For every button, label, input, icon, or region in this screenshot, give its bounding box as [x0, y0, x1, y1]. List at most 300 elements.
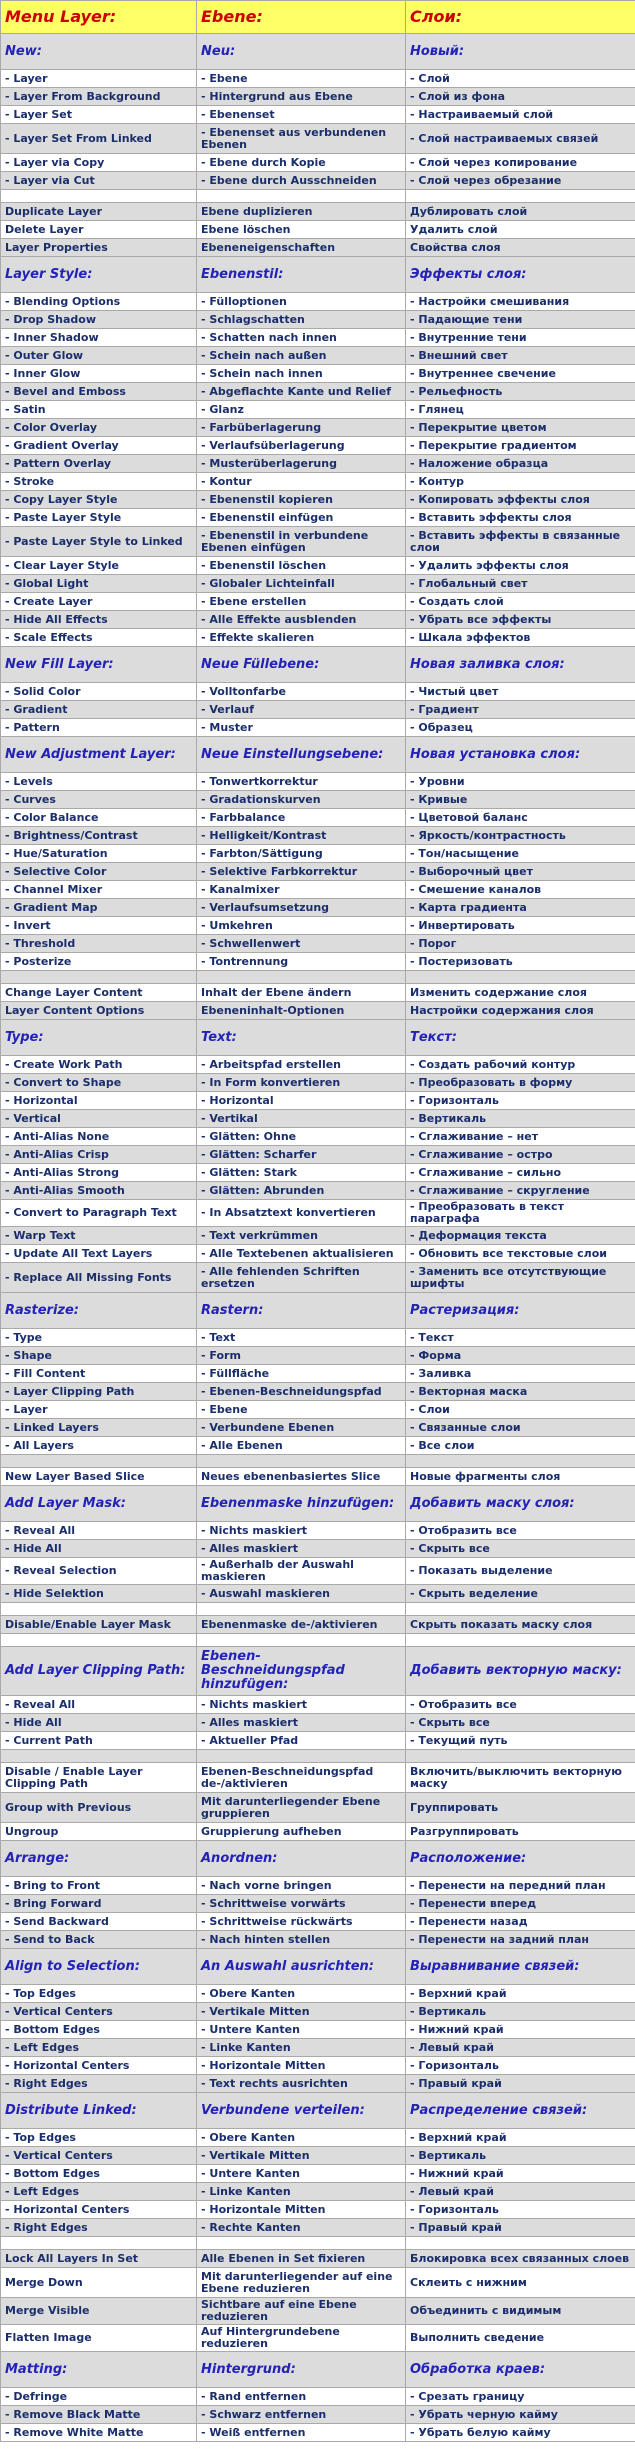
cell-english: - Inner Shadow — [1, 329, 197, 347]
cell-english: - All Layers — [1, 1437, 197, 1455]
cell-russian: - Левый край — [406, 2039, 635, 2057]
spacer-row — [1, 1634, 635, 1647]
cell-russian: - Вставить эффекты в связанные слои — [406, 527, 635, 557]
cell-russian: Новые фрагменты слоя — [406, 1468, 635, 1486]
table-row — [1, 2219, 635, 2237]
cell-german: - Glanz — [197, 401, 406, 419]
cell-english: Change Layer Content — [1, 984, 197, 1002]
cell-german: - Ebene — [197, 1401, 406, 1419]
cell-russian: - Преобразовать в форму — [406, 1074, 635, 1092]
cell-russian: - Образец — [406, 719, 635, 737]
cell-russian: - Скрыть веделение — [406, 1585, 635, 1603]
cell-english: - Right Edges — [1, 2075, 197, 2093]
cell-english: - Convert to Paragraph Text — [1, 1200, 197, 1227]
section-title-english: New: — [1, 34, 197, 70]
cell-german: - Fülloptionen — [197, 293, 406, 311]
table-row — [1, 1714, 635, 1732]
cell-german: - Abgeflachte Kante und Relief — [197, 383, 406, 401]
table-row — [1, 881, 635, 899]
table-row — [1, 1002, 635, 1020]
table-row — [1, 1128, 635, 1146]
cell-english: - Left Edges — [1, 2183, 197, 2201]
cell-english: - Color Overlay — [1, 419, 197, 437]
table-row — [1, 611, 635, 629]
cell-german: - Helligkeit/Kontrast — [197, 827, 406, 845]
cell-english: - Satin — [1, 401, 197, 419]
spacer-row — [1, 1750, 635, 1763]
section-title-english: Distribute Linked: — [1, 2093, 197, 2129]
table-row — [1, 437, 635, 455]
cell-russian: - Цветовой баланс — [406, 809, 635, 827]
table-row — [1, 629, 635, 647]
cell-german: - Verlauf — [197, 701, 406, 719]
cell-english: Disable/Enable Layer Mask — [1, 1616, 197, 1634]
cell-german: Mit darunterliegender auf eine Ebene reduzieren — [197, 2268, 406, 2298]
section-title-russian: Новый: — [406, 34, 635, 70]
table-row — [1, 2039, 635, 2057]
cell-english: - Shape — [1, 1347, 197, 1365]
table-row — [1, 2201, 635, 2219]
cell-russian: - Градиент — [406, 701, 635, 719]
cell-russian: - Горизонталь — [406, 1092, 635, 1110]
cell-russian — [406, 971, 635, 984]
cell-english: - Update All Text Layers — [1, 1245, 197, 1263]
cell-russian — [406, 2237, 635, 2250]
cell-german: - Horizontale Mitten — [197, 2201, 406, 2219]
cell-english: - Replace All Missing Fonts — [1, 1263, 197, 1293]
table-row — [1, 863, 635, 881]
table-row — [1, 1931, 635, 1949]
section-title-english: Arrange: — [1, 1841, 197, 1877]
cell-english: - Layer Clipping Path — [1, 1383, 197, 1401]
cell-english: - Solid Color — [1, 683, 197, 701]
cell-english: - Layer Set From Linked — [1, 124, 197, 154]
cell-russian: - Перенести вперед — [406, 1895, 635, 1913]
cell-russian: - Создать слой — [406, 593, 635, 611]
cell-german: - Muster — [197, 719, 406, 737]
section-title-russian: Добавить векторную маску: — [406, 1647, 635, 1696]
section-header-row — [1, 1647, 635, 1696]
table-row — [1, 2298, 635, 2325]
table-row — [1, 773, 635, 791]
table-row — [1, 2147, 635, 2165]
cell-russian: Дублировать слой — [406, 203, 635, 221]
table-row — [1, 719, 635, 737]
table-row — [1, 1522, 635, 1540]
cell-russian: - Отобразить все — [406, 1696, 635, 1714]
section-title-russian: Растеризация: — [406, 1293, 635, 1329]
header-english: Menu Layer: — [1, 1, 197, 34]
cell-german: - Schatten nach innen — [197, 329, 406, 347]
cell-english — [1, 971, 197, 984]
cell-russian: - Деформация текста — [406, 1227, 635, 1245]
cell-russian: - Связанные слои — [406, 1419, 635, 1437]
cell-english: - Inner Glow — [1, 365, 197, 383]
cell-english: - Create Layer — [1, 593, 197, 611]
spacer-row — [1, 2237, 635, 2250]
cell-german: - Alles maskiert — [197, 1540, 406, 1558]
cell-german: - Obere Kanten — [197, 1985, 406, 2003]
cell-english: - Remove Black Matte — [1, 2406, 197, 2424]
cell-english: - Send to Back — [1, 1931, 197, 1949]
cell-german: - Ebene erstellen — [197, 593, 406, 611]
cell-german: - Untere Kanten — [197, 2165, 406, 2183]
table-row — [1, 2165, 635, 2183]
cell-german: - Rechte Kanten — [197, 2219, 406, 2237]
table-row — [1, 917, 635, 935]
cell-russian: - Векторная маска — [406, 1383, 635, 1401]
cell-russian: - Горизонталь — [406, 2201, 635, 2219]
section-header-row — [1, 1486, 635, 1522]
cell-german — [197, 1634, 406, 1647]
cell-german — [197, 1750, 406, 1763]
cell-english: - Paste Layer Style to Linked — [1, 527, 197, 557]
section-title-english: Add Layer Clipping Path: — [1, 1647, 197, 1696]
cell-english: Lock All Layers In Set — [1, 2250, 197, 2268]
cell-russian: - Верхний край — [406, 2129, 635, 2147]
table-row — [1, 203, 635, 221]
cell-german: - Kontur — [197, 473, 406, 491]
cell-german: - Tontrennung — [197, 953, 406, 971]
cell-russian: - Слой — [406, 70, 635, 88]
table-row — [1, 365, 635, 383]
table-row — [1, 2183, 635, 2201]
cell-russian: - Смешение каналов — [406, 881, 635, 899]
cell-russian: - Перенести назад — [406, 1913, 635, 1931]
cell-english: Merge Down — [1, 2268, 197, 2298]
cell-english: - Hide All Effects — [1, 611, 197, 629]
cell-english: - Color Balance — [1, 809, 197, 827]
cell-english: Delete Layer — [1, 221, 197, 239]
cell-german: - Vertikale Mitten — [197, 2147, 406, 2165]
cell-german: - Linke Kanten — [197, 2039, 406, 2057]
table-row — [1, 1383, 635, 1401]
section-title-russian: Распределение связей: — [406, 2093, 635, 2129]
cell-german: Mit darunterliegender Ebene gruppieren — [197, 1793, 406, 1823]
cell-german: - Ebenenstil kopieren — [197, 491, 406, 509]
cell-russian: - Создать рабочий контур — [406, 1056, 635, 1074]
table-row — [1, 791, 635, 809]
cell-russian: - Инвертировать — [406, 917, 635, 935]
cell-russian: - Текущий путь — [406, 1732, 635, 1750]
cell-russian — [406, 1750, 635, 1763]
section-title-russian: Новая установка слоя: — [406, 737, 635, 773]
table-row — [1, 1146, 635, 1164]
section-title-russian: Добавить маску слоя: — [406, 1486, 635, 1522]
cell-german: - Untere Kanten — [197, 2021, 406, 2039]
cell-russian: - Слой через обрезание — [406, 172, 635, 190]
cell-english: - Selective Color — [1, 863, 197, 881]
cell-german: - Ebenenstil in verbundene Ebenen einfügen — [197, 527, 406, 557]
cell-english: - Bring Forward — [1, 1895, 197, 1913]
table-row — [1, 2129, 635, 2147]
cell-english: - Remove White Matte — [1, 2424, 197, 2442]
cell-russian: - Глянец — [406, 401, 635, 419]
cell-german: - Füllfläche — [197, 1365, 406, 1383]
cell-german: - Aktueller Pfad — [197, 1732, 406, 1750]
cell-german: - Verlaufsumsetzung — [197, 899, 406, 917]
cell-english: - Vertical Centers — [1, 2147, 197, 2165]
cell-russian: - Сглаживание – нет — [406, 1128, 635, 1146]
cell-german — [197, 190, 406, 203]
cell-english: - Paste Layer Style — [1, 509, 197, 527]
cell-german: - Schwarz entfernen — [197, 2406, 406, 2424]
table-row — [1, 124, 635, 154]
cell-german: - Volltonfarbe — [197, 683, 406, 701]
cell-russian: - Карта градиента — [406, 899, 635, 917]
cell-english: - Left Edges — [1, 2039, 197, 2057]
cell-russian: Скрыть показать маску слоя — [406, 1616, 635, 1634]
cell-german: - Ebenenstil löschen — [197, 557, 406, 575]
table-row — [1, 293, 635, 311]
cell-german: - Obere Kanten — [197, 2129, 406, 2147]
cell-russian: - Наложение образца — [406, 455, 635, 473]
cell-russian: - Преобразовать в текст параграфа — [406, 1200, 635, 1227]
table-row — [1, 70, 635, 88]
cell-german: - Horizontale Mitten — [197, 2057, 406, 2075]
cell-english: - Create Work Path — [1, 1056, 197, 1074]
section-header-row — [1, 257, 635, 293]
cell-german: - Ebene durch Ausschneiden — [197, 172, 406, 190]
cell-german: - Auswahl maskieren — [197, 1585, 406, 1603]
table-row — [1, 1985, 635, 2003]
cell-russian: - Срезать границу — [406, 2388, 635, 2406]
cell-english — [1, 190, 197, 203]
cell-russian: - Слой через копирование — [406, 154, 635, 172]
cell-english: - Channel Mixer — [1, 881, 197, 899]
table-row — [1, 401, 635, 419]
cell-russian: - Нижний край — [406, 2165, 635, 2183]
section-header-row — [1, 1020, 635, 1056]
cell-russian: Выполнить сведение — [406, 2325, 635, 2352]
spacer-row — [1, 1603, 635, 1616]
table-row — [1, 509, 635, 527]
table-row — [1, 2250, 635, 2268]
cell-english: - Horizontal Centers — [1, 2057, 197, 2075]
cell-russian: - Вертикаль — [406, 1110, 635, 1128]
cell-english: - Copy Layer Style — [1, 491, 197, 509]
cell-russian: - Сглаживание – сильно — [406, 1164, 635, 1182]
cell-german: - Nichts maskiert — [197, 1522, 406, 1540]
cell-english: - Anti-Alias Crisp — [1, 1146, 197, 1164]
cell-russian: - Правый край — [406, 2075, 635, 2093]
cell-german: - Farbton/Sättigung — [197, 845, 406, 863]
table-row — [1, 1895, 635, 1913]
table-row — [1, 1558, 635, 1585]
cell-russian: - Постеризовать — [406, 953, 635, 971]
cell-german: - Text verkrümmen — [197, 1227, 406, 1245]
cell-russian — [406, 1603, 635, 1616]
cell-german: - Ebenen-Beschneidungspfad — [197, 1383, 406, 1401]
table-row — [1, 106, 635, 124]
section-title-german: Neue Füllebene: — [197, 647, 406, 683]
cell-english: - Vertical — [1, 1110, 197, 1128]
section-title-german: Rastern: — [197, 1293, 406, 1329]
cell-english: - Hide All — [1, 1714, 197, 1732]
cell-russian: - Чистый цвет — [406, 683, 635, 701]
cell-german: - Umkehren — [197, 917, 406, 935]
section-header-row — [1, 2093, 635, 2129]
cell-german: - Effekte skalieren — [197, 629, 406, 647]
table-row — [1, 1329, 635, 1347]
table-row — [1, 683, 635, 701]
section-header-row — [1, 2352, 635, 2388]
section-header-row — [1, 1949, 635, 1985]
table-row — [1, 172, 635, 190]
table-row — [1, 1823, 635, 1841]
cell-russian: Разгруппировать — [406, 1823, 635, 1841]
table-row — [1, 575, 635, 593]
cell-russian: - Перенести на задний план — [406, 1931, 635, 1949]
table-row — [1, 1468, 635, 1486]
table-row — [1, 1110, 635, 1128]
table-row — [1, 2325, 635, 2352]
section-header-row — [1, 647, 635, 683]
table-row — [1, 329, 635, 347]
cell-english: Merge Visible — [1, 2298, 197, 2325]
cell-german: - Ebenenset — [197, 106, 406, 124]
table-row — [1, 953, 635, 971]
cell-russian: Объединить с видимым — [406, 2298, 635, 2325]
cell-german: - Form — [197, 1347, 406, 1365]
cell-russian: Включить/выключить векторную маску — [406, 1763, 635, 1793]
cell-german: - Verlaufsüberlagerung — [197, 437, 406, 455]
table-row — [1, 1365, 635, 1383]
cell-english: - Hide Selektion — [1, 1585, 197, 1603]
cell-german: - Ebenenset aus verbundenen Ebenen — [197, 124, 406, 154]
table-row — [1, 557, 635, 575]
cell-russian: - Тон/насыщение — [406, 845, 635, 863]
section-title-russian: Текст: — [406, 1020, 635, 1056]
cell-english: - Bevel and Emboss — [1, 383, 197, 401]
table-row — [1, 809, 635, 827]
spacer-row — [1, 971, 635, 984]
table-header-row — [1, 1, 635, 34]
cell-english: - Anti-Alias Strong — [1, 1164, 197, 1182]
table-row — [1, 1056, 635, 1074]
table-row — [1, 1164, 635, 1182]
cell-german: - Ebene durch Kopie — [197, 154, 406, 172]
table-row — [1, 419, 635, 437]
cell-english: - Blending Options — [1, 293, 197, 311]
cell-german: - Alles maskiert — [197, 1714, 406, 1732]
table-row — [1, 1540, 635, 1558]
table-row — [1, 383, 635, 401]
section-title-german: Text: — [197, 1020, 406, 1056]
cell-german: - Vertikal — [197, 1110, 406, 1128]
cell-english: - Bottom Edges — [1, 2021, 197, 2039]
cell-english: - Horizontal Centers — [1, 2201, 197, 2219]
cell-russian — [406, 1455, 635, 1468]
table-row — [1, 1437, 635, 1455]
cell-russian: - Глобальный свет — [406, 575, 635, 593]
cell-german: Ebene löschen — [197, 221, 406, 239]
cell-russian: - Внутренние тени — [406, 329, 635, 347]
cell-russian: - Нижний край — [406, 2021, 635, 2039]
cell-english: - Layer via Cut — [1, 172, 197, 190]
table-row — [1, 1419, 635, 1437]
section-title-english: Type: — [1, 1020, 197, 1056]
section-title-russian: Новая заливка слоя: — [406, 647, 635, 683]
cell-english: - Bottom Edges — [1, 2165, 197, 2183]
cell-russian: - Слои — [406, 1401, 635, 1419]
cell-russian: Настройки содержания слоя — [406, 1002, 635, 1020]
cell-english: - Curves — [1, 791, 197, 809]
table-row — [1, 845, 635, 863]
cell-russian: - Все слои — [406, 1437, 635, 1455]
cell-german — [197, 971, 406, 984]
cell-german: - Schrittweise vorwärts — [197, 1895, 406, 1913]
cell-english: - Layer — [1, 1401, 197, 1419]
section-title-german: Hintergrund: — [197, 2352, 406, 2388]
cell-german: - Alle Ebenen — [197, 1437, 406, 1455]
cell-german: - Ebenenstil einfügen — [197, 509, 406, 527]
cell-german — [197, 2237, 406, 2250]
cell-russian: - Контур — [406, 473, 635, 491]
header-russian: Слои: — [406, 1, 635, 34]
cell-german: - Weiß entfernen — [197, 2424, 406, 2442]
cell-russian: - Скрыть все — [406, 1714, 635, 1732]
cell-english: - Reveal Selection — [1, 1558, 197, 1585]
section-title-english: Layer Style: — [1, 257, 197, 293]
cell-german: Neues ebenenbasiertes Slice — [197, 1468, 406, 1486]
cell-russian: - Внутреннее свечение — [406, 365, 635, 383]
cell-russian: Блокировка всех связанных слоев — [406, 2250, 635, 2268]
cell-english: - Pattern — [1, 719, 197, 737]
cell-german: - Arbeitspfad erstellen — [197, 1056, 406, 1074]
table-row — [1, 984, 635, 1002]
cell-english: - Reveal All — [1, 1522, 197, 1540]
cell-english: - Layer via Copy — [1, 154, 197, 172]
cell-russian: - Слой из фона — [406, 88, 635, 106]
section-title-english: Add Layer Mask: — [1, 1486, 197, 1522]
table-row — [1, 1616, 635, 1634]
cell-english: - Brightness/Contrast — [1, 827, 197, 845]
cell-english: Duplicate Layer — [1, 203, 197, 221]
cell-russian: - Обновить все текстовые слои — [406, 1245, 635, 1263]
cell-english: - Layer Set — [1, 106, 197, 124]
cell-russian: - Правый край — [406, 2219, 635, 2237]
cell-german: - In Absatztext konvertieren — [197, 1200, 406, 1227]
cell-german: - Rand entfernen — [197, 2388, 406, 2406]
cell-russian: - Настраиваемый слой — [406, 106, 635, 124]
cell-german: - Nach hinten stellen — [197, 1931, 406, 1949]
cell-english: - Gradient Overlay — [1, 437, 197, 455]
cell-english: - Anti-Alias None — [1, 1128, 197, 1146]
cell-english: - Pattern Overlay — [1, 455, 197, 473]
cell-english: - Convert to Shape — [1, 1074, 197, 1092]
cell-english: Group with Previous — [1, 1793, 197, 1823]
cell-english: Layer Properties — [1, 239, 197, 257]
cell-russian: - Шкала эффектов — [406, 629, 635, 647]
cell-russian: - Показать выделение — [406, 1558, 635, 1585]
cell-german: - Linke Kanten — [197, 2183, 406, 2201]
cell-german: Ebenen-Beschneidungspfad de-/aktivieren — [197, 1763, 406, 1793]
cell-russian: - Копировать эффекты слоя — [406, 491, 635, 509]
cell-russian: - Убрать черную кайму — [406, 2406, 635, 2424]
section-title-german: Ebenenmaske hinzufügen: — [197, 1486, 406, 1522]
cell-german: - Gradationskurven — [197, 791, 406, 809]
section-title-russian: Расположение: — [406, 1841, 635, 1877]
cell-russian: - Слой настраиваемых связей — [406, 124, 635, 154]
table-row — [1, 1074, 635, 1092]
section-title-german: Ebenen-Beschneidungspfad hinzufügen: — [197, 1647, 406, 1696]
cell-english — [1, 1455, 197, 1468]
table-row — [1, 1245, 635, 1263]
cell-english: - Global Light — [1, 575, 197, 593]
table-row — [1, 701, 635, 719]
cell-english: - Current Path — [1, 1732, 197, 1750]
